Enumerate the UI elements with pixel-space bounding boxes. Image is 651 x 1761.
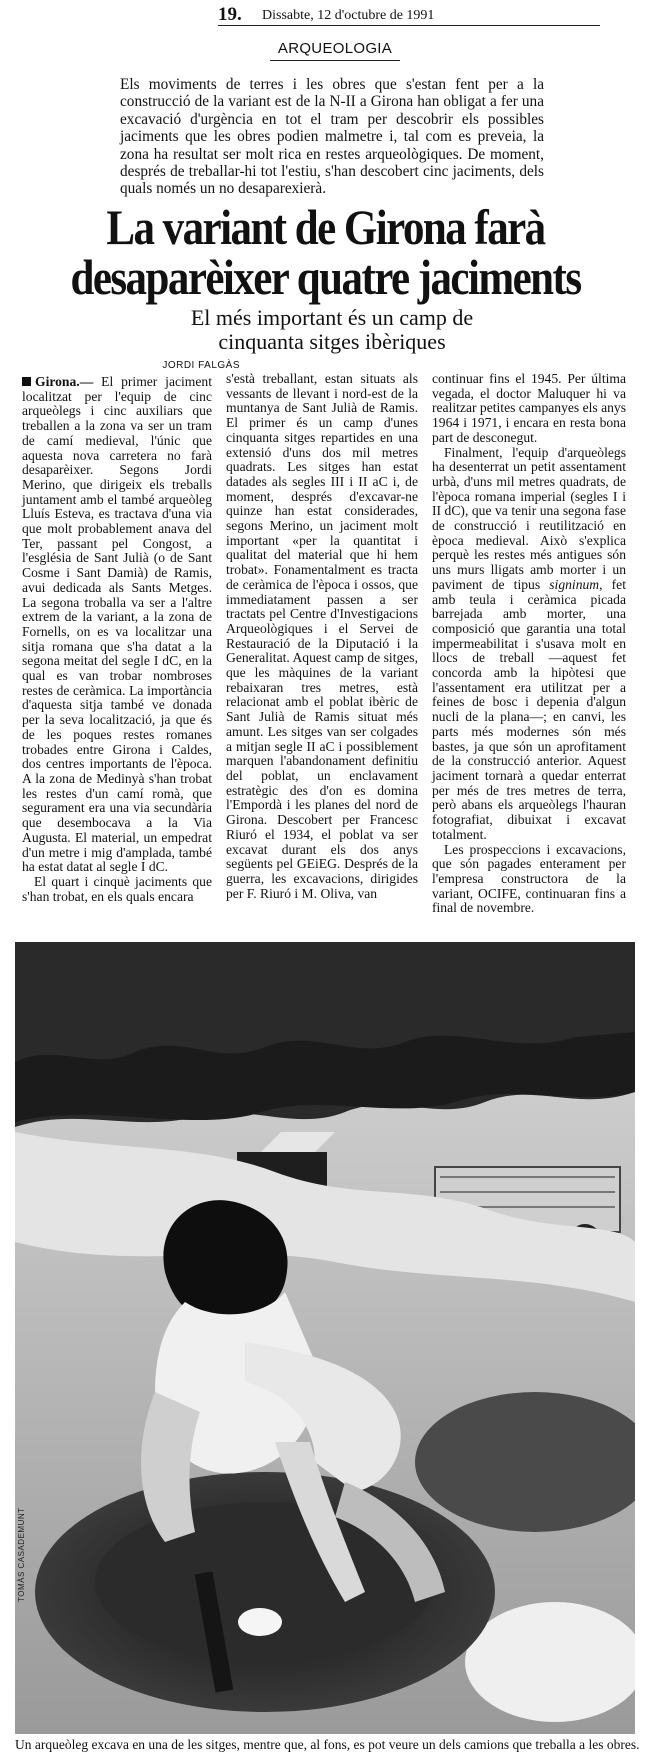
photo-caption: Un arqueòleg excava en una de les sitges, mentre que, al fons, es pot veure un dels camions que treballa a les obres. — [15, 1737, 640, 1752]
section-label: ARQUEOLOGIA — [277, 40, 393, 57]
photo-credit: TOMÀS CASADEMUNT — [17, 1507, 26, 1602]
latin-term: signinum — [549, 576, 600, 592]
dateline: Girona.— — [35, 374, 94, 389]
article-paragraph: s'està treballant, estan situats als vessants de llevant i nord-est de la muntanya de Sant Julià de Ramis. El primer és un camp d'unes cinquanta sitges repartides en una extensió d'uns dos mil metres quadrats. Les sitges han estat datades als segles III i II aC i, de moment, després d'excavar-ne quinze han estat considerades, segons Merino, un jaciment molt important «per la quantitat i qualitat del material que hi hem trobat». Fonamentalment es tracta de ceràmica de l'època i ossos, que immediatament passen a ser tractats pel Centre d'Investigacions Arqueològiques i el Servei de Restauració de la Diputació i la Generalitat. Aquest camp de sitges, que les màquines de la variant rebaixaran tres metres, està relacionat amb el poblat ibèric de Sant Julià de Ramis situat més amunt. Les sitges van ser colgades a mitjan segle II aC i possiblement marquen l'abandonament definitiu del poblat, un enclavament estratègic des d'on es domina l'Empordà i les planes del nord de Girona. Descobert per Francesc Riuró el 1934, el poblat va ser excavat durant els dos anys següents pel GEiEG. Després de la guerra, les excavacions, dirigides per F. Riuró i M. Oliva, van — [226, 371, 418, 901]
page-number: 19. — [218, 4, 242, 25]
article-column-2 — [226, 372, 418, 901]
subhead-line-1: El més important és un camp de — [190, 305, 474, 330]
lede-paragraph: Els moviments de terres i les obres que s'estan fent per a la construcció de la variant est de la N-II a Girona han obligat a fer una excavació d'urgència en tot el tram per descobrir els possibles jaciments que les obres podien malmetre i, tal com es preveia, la zona ha resultat ser molt rica en restes arqueològiques. De moment, després de treballar-hi tot l'estiu, s'han descobert cinc jaciments, dels quals només un no desaparexierà. — [120, 76, 544, 198]
masthead-rule — [218, 25, 600, 26]
headline-line-2: desaparèixer quatre jaciments — [70, 249, 581, 305]
bullet-square-icon — [22, 377, 31, 386]
article-paragraph: El quart i cinquè jaciments que s'han trobat, en els quals encara — [22, 873, 212, 904]
masthead — [0, 0, 651, 28]
article-paragraph: Les prospeccions i excavacions, que són pagades enterament per l'empresa constructora de la variant, OCIFE, continuaran fins a final de novembre. — [432, 841, 626, 916]
byline: JORDI FALGÀS — [162, 360, 240, 371]
section-rule — [270, 60, 400, 61]
headline — [46, 199, 606, 305]
excavation-photo-illustration — [15, 942, 635, 1734]
article-column-1 — [22, 375, 212, 904]
subhead-line-2: cinquanta sitges ibèriques — [218, 329, 446, 354]
news-photo — [15, 942, 635, 1734]
headline-line-1: La variant de Girona farà — [106, 199, 545, 255]
issue-date: Dissabte, 12 d'octubre de 1991 — [262, 8, 435, 23]
article-paragraph: Girona.— El primer jaciment localitzat per l'equip de cinc arqueòlegs i cinc auxiliars que treballen a la zona va ser un tram de camí medieval, l'únic que aquesta nova carretera no farà desaparèixer. Segons Jordi Merino, que dirigeix els treballs juntament amb el també arqueòleg Lluís Esteva, es tractava d'una via que molt probablement anava del Ter, passant pel Congost, a l'església de Sant Julià (o de Sant Cosme i Sant Damià) de Ramis, avui dedicada als Sants Metges. La segona troballa va ser a l'altre extrem de la variant, a la zona de Fornells, on es va localitzar una sitja romana que s'ha datat a la segona meitat del segle I dC, en la qual es van trobar nombroses restes de ceràmica. La importància d'aquesta sitja també ve donada per la seva localització, ja que és de les poques restes romanes trobades entre Girona i Caldes, dos centres importants de l'època. A la zona de Medinyà s'han trobat les restes d'un camí romà, que segurament era una via secundària que desembocava a la Via Augusta. El material, un empedrat d'un metre i mig d'amplada, també ha estat datat al segle I dC. — [22, 374, 212, 875]
article-paragraph: continuar fins el 1945. Per última vegada, el doctor Maluquer hi va realitzar petites campanyes els anys 1964 i 1971, i encara en resta bona part de desconegut. — [432, 371, 627, 445]
subheadline — [120, 306, 544, 354]
article-column-3 — [432, 372, 626, 916]
article-paragraph: Finalment, l'equip d'arqueòlegs ha desenterrat un petit assentament urbà, d'uns mil metres quadrats, de l'època romana imperial (segles I i II dC), que va tenir una segona fase de construcció i reutilització en època medieval. Això s'explica perquè les restes més antigues són uns murs lligats amb morter i un paviment de tipus signinum, fet amb teula i ceràmica picada barrejada amb morter, una composició que garantia una total impermeabilitat i s'usava molt en llocs de treball —aquest fet concorda amb la hipòtesi que l'assentament era utilitzat per a feines de bosc i depenia d'algun nucli de la plana—; en canvi, les parts més modernes són més bastes, ja que són un aprofitament de la construcció anterior. Aquest jaciment tornarà a quedar enterrat per més de tres metres de terra, però abans els arqueòlegs l'hauran fotografiat, dibuixat i excavat totalment. — [432, 444, 626, 842]
